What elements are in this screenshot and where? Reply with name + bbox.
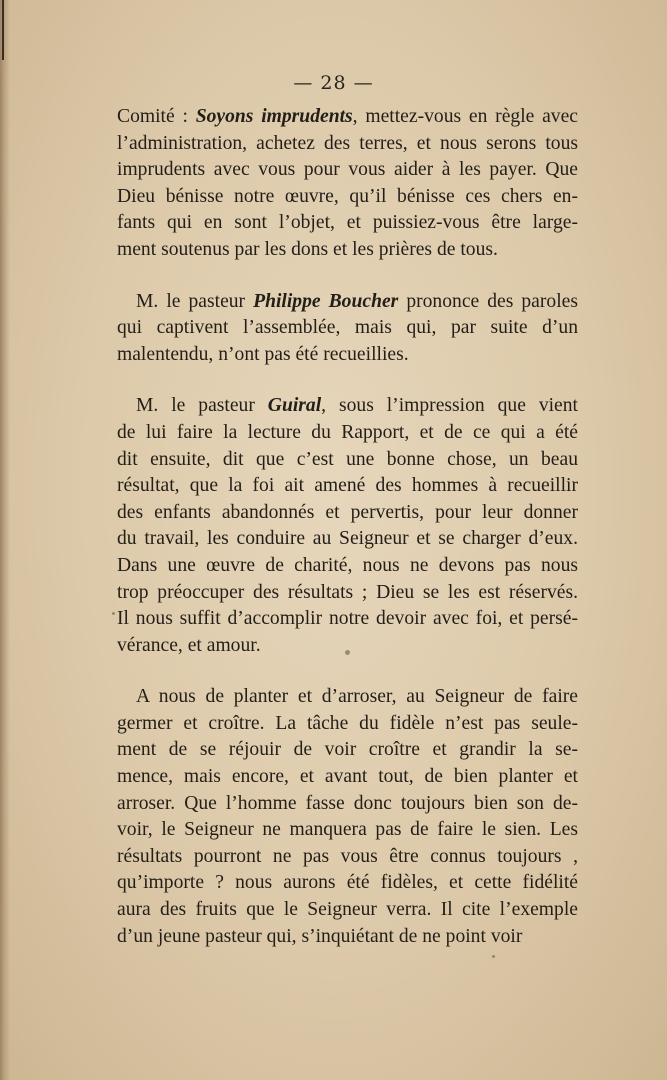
- text-line: [117, 684, 578, 711]
- text-segment: ment soutenus par les dons et les prières de tous.: [117, 238, 498, 260]
- text-segment: qui captivent l’assemblée, mais qui, par suite d’un: [117, 317, 578, 339]
- text-line: [117, 844, 578, 871]
- text-segment: qu’importe ? nous aurons été fidèles, et cette fidélité: [117, 872, 578, 894]
- text-segment: de lui faire la lecture du Rapport, et de ce qui a été: [117, 421, 578, 443]
- text-line: [117, 315, 578, 342]
- text-segment: Dans une œuvre de charité, nous ne devons pas nous: [117, 554, 578, 576]
- text-line: [117, 606, 578, 633]
- text-segment: Comité :: [117, 106, 196, 127]
- text-segment: du travail, les conduire au Seigneur et se charger d’eux.: [117, 528, 578, 550]
- text-segment: Dieu bénisse notre œuvre, qu’il bénisse ces chers en-: [117, 185, 578, 207]
- paragraph-gap: [117, 368, 578, 393]
- text-line: [117, 393, 578, 420]
- emphasized-name: Soyons imprudents: [195, 106, 353, 127]
- text-segment: prononce des paroles: [398, 290, 578, 312]
- text-line: [117, 764, 578, 791]
- text-segment: M. le pasteur: [136, 290, 254, 312]
- text-line: [117, 210, 578, 237]
- text-line: [117, 237, 578, 264]
- text-line: [117, 131, 578, 158]
- text-line: [117, 500, 578, 527]
- text-segment: dit ensuite, dit que c’est une bonne chose, un beau: [117, 448, 578, 470]
- text-segment: des enfants abandonnés et pervertis, pour leur donner: [117, 501, 578, 523]
- text-segment: voir, le Seigneur ne manquera pas de faire le sien. Les: [117, 819, 578, 841]
- page-number: — 28 —: [293, 72, 374, 94]
- ink-speck: [345, 650, 350, 655]
- text-segment: d’un jeune pasteur qui, s’inquiétant de ne point voir: [117, 925, 523, 947]
- text-line: [117, 897, 578, 924]
- body-text: [117, 104, 578, 950]
- text-line: [117, 289, 578, 316]
- text-line: [117, 553, 578, 580]
- text-segment: l’administration, achetez des terres, et nous serons tous: [117, 132, 578, 154]
- text-line: [117, 342, 578, 369]
- paragraph-gap: [117, 264, 578, 289]
- emphasized-name: Guiral: [267, 395, 322, 417]
- text-segment: mence, mais encore, et avant tout, de bien planter et: [117, 766, 578, 788]
- text-line: [117, 157, 578, 184]
- ink-speck: [492, 955, 495, 958]
- binding-edge: [0, 0, 10, 1080]
- text-line: [117, 580, 578, 607]
- text-segment: résultats pourront ne pas vous être connus toujours ,: [117, 845, 578, 867]
- text-segment: malentendu, n’ont pas été recueillies.: [117, 343, 409, 365]
- text-line: [117, 104, 578, 131]
- text-segment: imprudents avec vous pour vous aider à les payer. Que: [117, 159, 578, 181]
- text-line: [117, 924, 578, 951]
- text-segment: ment de se réjouir de voir croître et grandir la se-: [117, 739, 578, 761]
- binding-line: [2, 0, 4, 60]
- text-segment: A nous de planter et d’arroser, au Seigneur de faire: [136, 686, 578, 708]
- text-line: [117, 817, 578, 844]
- text-line: [117, 737, 578, 764]
- text-segment: aura des fruits que le Seigneur verra. Il cite l’exemple: [117, 899, 578, 921]
- ink-speck: [112, 612, 115, 615]
- text-segment: vérance, et amour.: [117, 634, 261, 656]
- emphasized-name: Philippe Boucher: [253, 290, 399, 312]
- text-segment: M. le pasteur: [136, 395, 268, 417]
- text-segment: fants qui en sont l’objet, et puissiez-vous être large-: [117, 212, 578, 234]
- text-segment: Il nous suffit d’accomplir notre devoir avec foi, et persé-: [117, 608, 578, 630]
- text-line: [117, 711, 578, 738]
- paragraph-gap: [117, 659, 578, 684]
- text-line: [117, 420, 578, 447]
- text-line: [117, 526, 578, 553]
- text-line: [117, 473, 578, 500]
- text-line: [117, 633, 578, 660]
- text-line: [117, 447, 578, 474]
- text-segment: , sous l’impression que vient: [321, 395, 578, 417]
- text-segment: germer et croître. La tâche du fidèle n’est pas seule-: [117, 712, 578, 734]
- text-line: [117, 870, 578, 897]
- text-line: [117, 791, 578, 818]
- text-segment: trop préoccuper des résultats ; Dieu se les est réservés.: [117, 581, 578, 603]
- text-line: [117, 184, 578, 211]
- text-segment: résultat, que la foi ait amené des hommes à recueillir: [117, 475, 578, 497]
- text-segment: arroser. Que l’homme fasse donc toujours bien son de-: [117, 792, 578, 814]
- text-segment: , mettez-vous en règle avec: [352, 106, 578, 127]
